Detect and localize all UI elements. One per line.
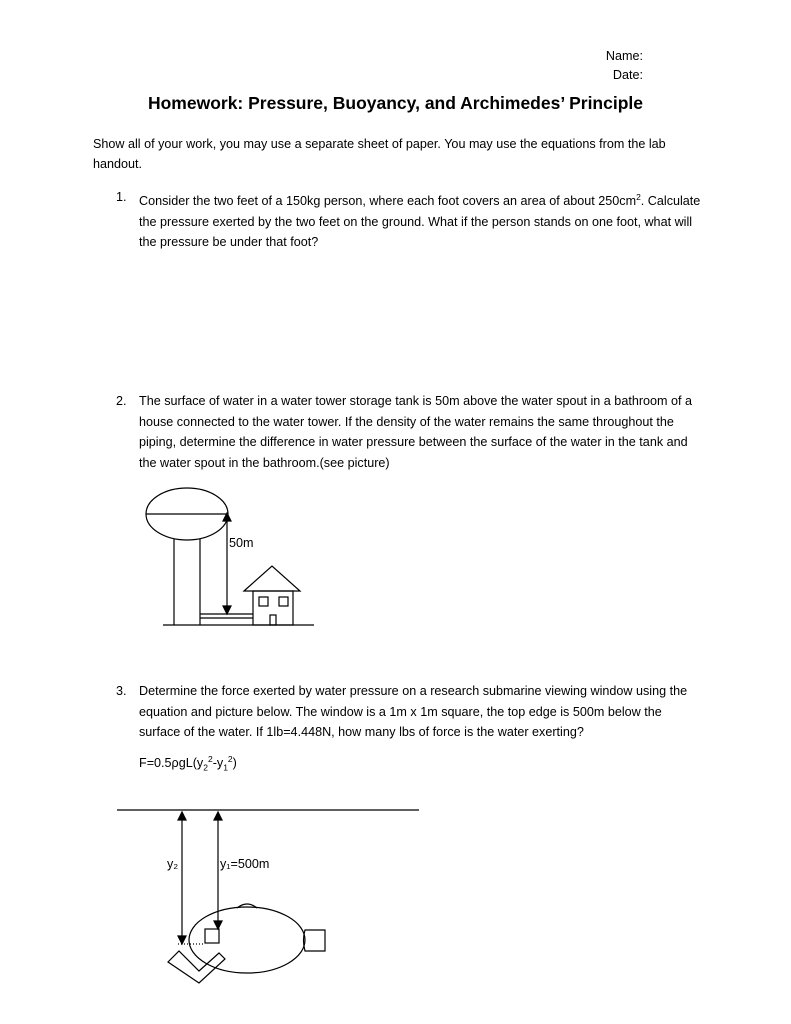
y2-arrow-head-down xyxy=(178,936,186,944)
question-number: 2. xyxy=(116,394,127,408)
question-text: Determine the force exerted by water pressure on a research submarine viewing window using the equation and picture below. The window is a 1m x 1m square, the top edge is 500m below the surface of the water. If 1lb=4.448N, how many lbs of force is the water exerting? xyxy=(139,684,688,739)
instructions-paragraph: Show all of your work, you may use a separate sheet of paper. You may use the equations from the lab handout. xyxy=(93,137,666,171)
question-number: 3. xyxy=(116,684,127,698)
y2-arrow-head-up xyxy=(178,812,186,820)
page-title: Homework: Pressure, Buoyancy, and Archimedes’ Principle xyxy=(147,93,644,113)
arrow-head-down xyxy=(223,606,231,614)
height-label: 50m xyxy=(229,536,254,550)
house-body xyxy=(253,591,293,625)
viewing-window xyxy=(205,929,219,943)
submarine-propeller xyxy=(304,930,326,951)
house-window-right xyxy=(279,597,288,606)
name-label: Name: xyxy=(605,49,643,63)
force-formula: $F=0.5\rho gL(y_2^2-y_1^2)$ xyxy=(139,754,237,773)
submarine-hull xyxy=(189,907,305,973)
question-text: Consider the two feet of a 150kg person, where each foot covers an area of about $250cm^2$. Calculate the pressure exerted by the two feet on the ground. What if the person stands on one foot, what will the pressure be under that foot? xyxy=(139,192,701,250)
question-number: 1. xyxy=(116,190,127,204)
water-tower-figure xyxy=(146,488,314,625)
date-label: Date: xyxy=(612,68,643,82)
submarine-figure xyxy=(117,810,419,983)
question-text: The surface of water in a water tower storage tank is 50m above the water spout in a bathroom of a house connected to the water tower. If the density of the water remains the same throughout the piping, determine the difference in water pressure between the surface of the water in the tank and the water spout in the bathroom.(see picture) xyxy=(139,394,693,470)
y1-arrow-head-down xyxy=(214,921,222,929)
house-door xyxy=(270,615,276,625)
y1-arrow-head-up xyxy=(214,812,222,820)
house-window-left xyxy=(259,597,268,606)
y2-label: y₂ xyxy=(167,857,179,871)
house-roof xyxy=(244,566,300,591)
y1-label: y₁=500m xyxy=(220,857,270,871)
